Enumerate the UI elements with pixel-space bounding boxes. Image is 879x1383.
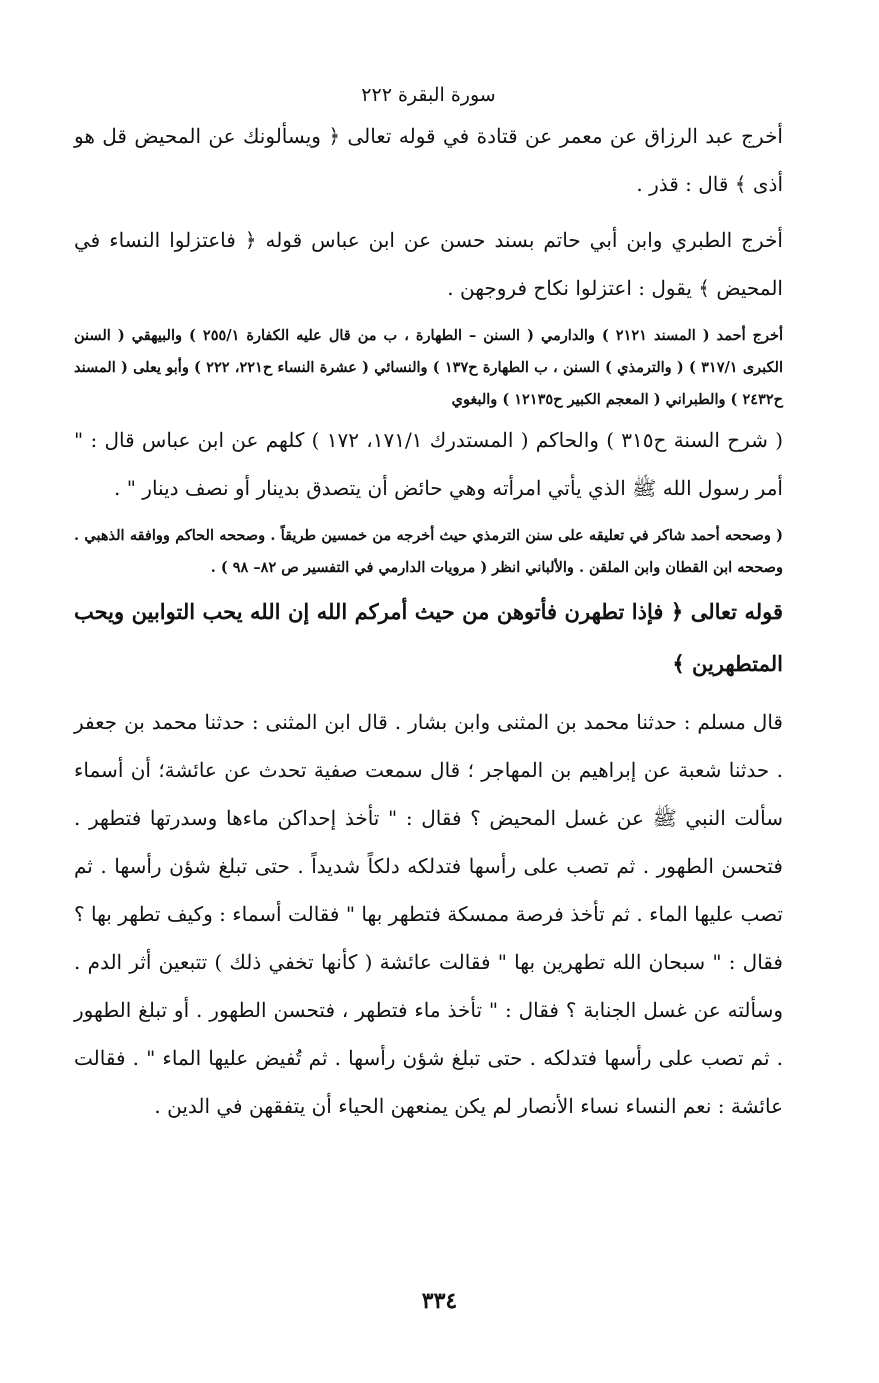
page-number: ٣٣٤ [421,1288,458,1314]
verse-heading: قوله تعالى ﴿ فإذا تطهرن فأتوهن من حيث أمركم الله إن الله يحب التوابين ويحب المتطهرين ﴾ [74,599,783,676]
paragraph-hadith-dinar: ( شرح السنة ح٣١٥ ) والحاكم ( المستدرك ١٧١/١، ١٧٢ ) كلهم عن ابن عباس قال : " أمر رسول الله ﷺ الذي يأتي امرأته وهي حائض أن يتصدق بدينار أو نصف دينار " . [74,428,783,500]
footnote-tashih: ( وصححه أحمد شاكر في تعليقه على سنن الترمذي حيث أخرجه من خمسين طريقاً . وصححه الحاكم ووافقه الذهبي . وصححه ابن القطان وابن الملقن . والألباني انظر ( مرويات الدارمي في التفسير ص ٨٢– ٩٨ ) . [74,527,783,576]
paragraph-tabari: أخرج الطبري وابن أبي حاتم بسند حسن عن ابن عباس قوله ﴿ فاعتزلوا النساء في المحيض ﴾ يقول : اعتزلوا نكاح فروجهن . [74,228,783,300]
footnote-takhrij: أخرج أحمد ( المسند ٢١٢١ ) والدارمي ( السنن – الطهارة ، ب من قال عليه الكفارة ٢٥٥/١ ) والبيهقي ( السنن الكبرى ٣١٧/١ ) ( والترمذي ) السنن ، ب الطهارة ح١٣٧ ) والنسائي ( عشرة النساء ح٢٢١، ٢٢٢ ) وأبو يعلى ( المسند ح٢٤٣٢ ) والطبراني ( المعجم الكبير ح١٢١٣٥ ) والبغوي [74,327,784,408]
running-header: سورة البقرة ٢٢٢ [361,84,496,106]
paragraph-muslim-hadith: قال مسلم : حدثنا محمد بن المثنى وابن بشار . قال ابن المثنى : حدثنا محمد بن جعفر . حدثنا شعبة عن إبراهيم بن المهاجر ؛ قال سمعت صفية تحدث عن عائشة؛ أن أسماء سألت النبي ﷺ عن غسل المحيض ؟ فقال : " تأخذ إحداكن ماءها وسدرتها فتطهر . فتحسن الطهور . ثم تصب على رأسها فتدلكه دلكاً شديداً . حتى تبلغ شؤن رأسها . ثم تصب عليها الماء . ثم تأخذ فرصة ممسكة فتطهر بها " فقالت أسماء : وكيف تطهر بها ؟ فقال : " سبحان الله تطهرين بها " فقالت عائشة ( كأنها تخفي ذلك ) تتبعين أثر الدم . وسألته عن غسل الجنابة ؟ فقال : " تأخذ ماء فتطهر ، فتحسن الطهور . أو تبلغ الطهور . ثم تصب على رأسها فتدلكه . حتى تبلغ شؤن رأسها . ثم تُفيض عليها الماء " . فقالت عائشة : نعم النساء نساء الأنصار لم يكن يمنعهن الحياء أن يتفقهن في الدين . [74,710,783,1118]
paragraph-abdurrazzaq: أخرج عبد الرزاق عن معمر عن قتادة في قوله تعالى ﴿ ويسألونك عن المحيض قل هو أذى ﴾ قال : قذر . [74,124,783,196]
